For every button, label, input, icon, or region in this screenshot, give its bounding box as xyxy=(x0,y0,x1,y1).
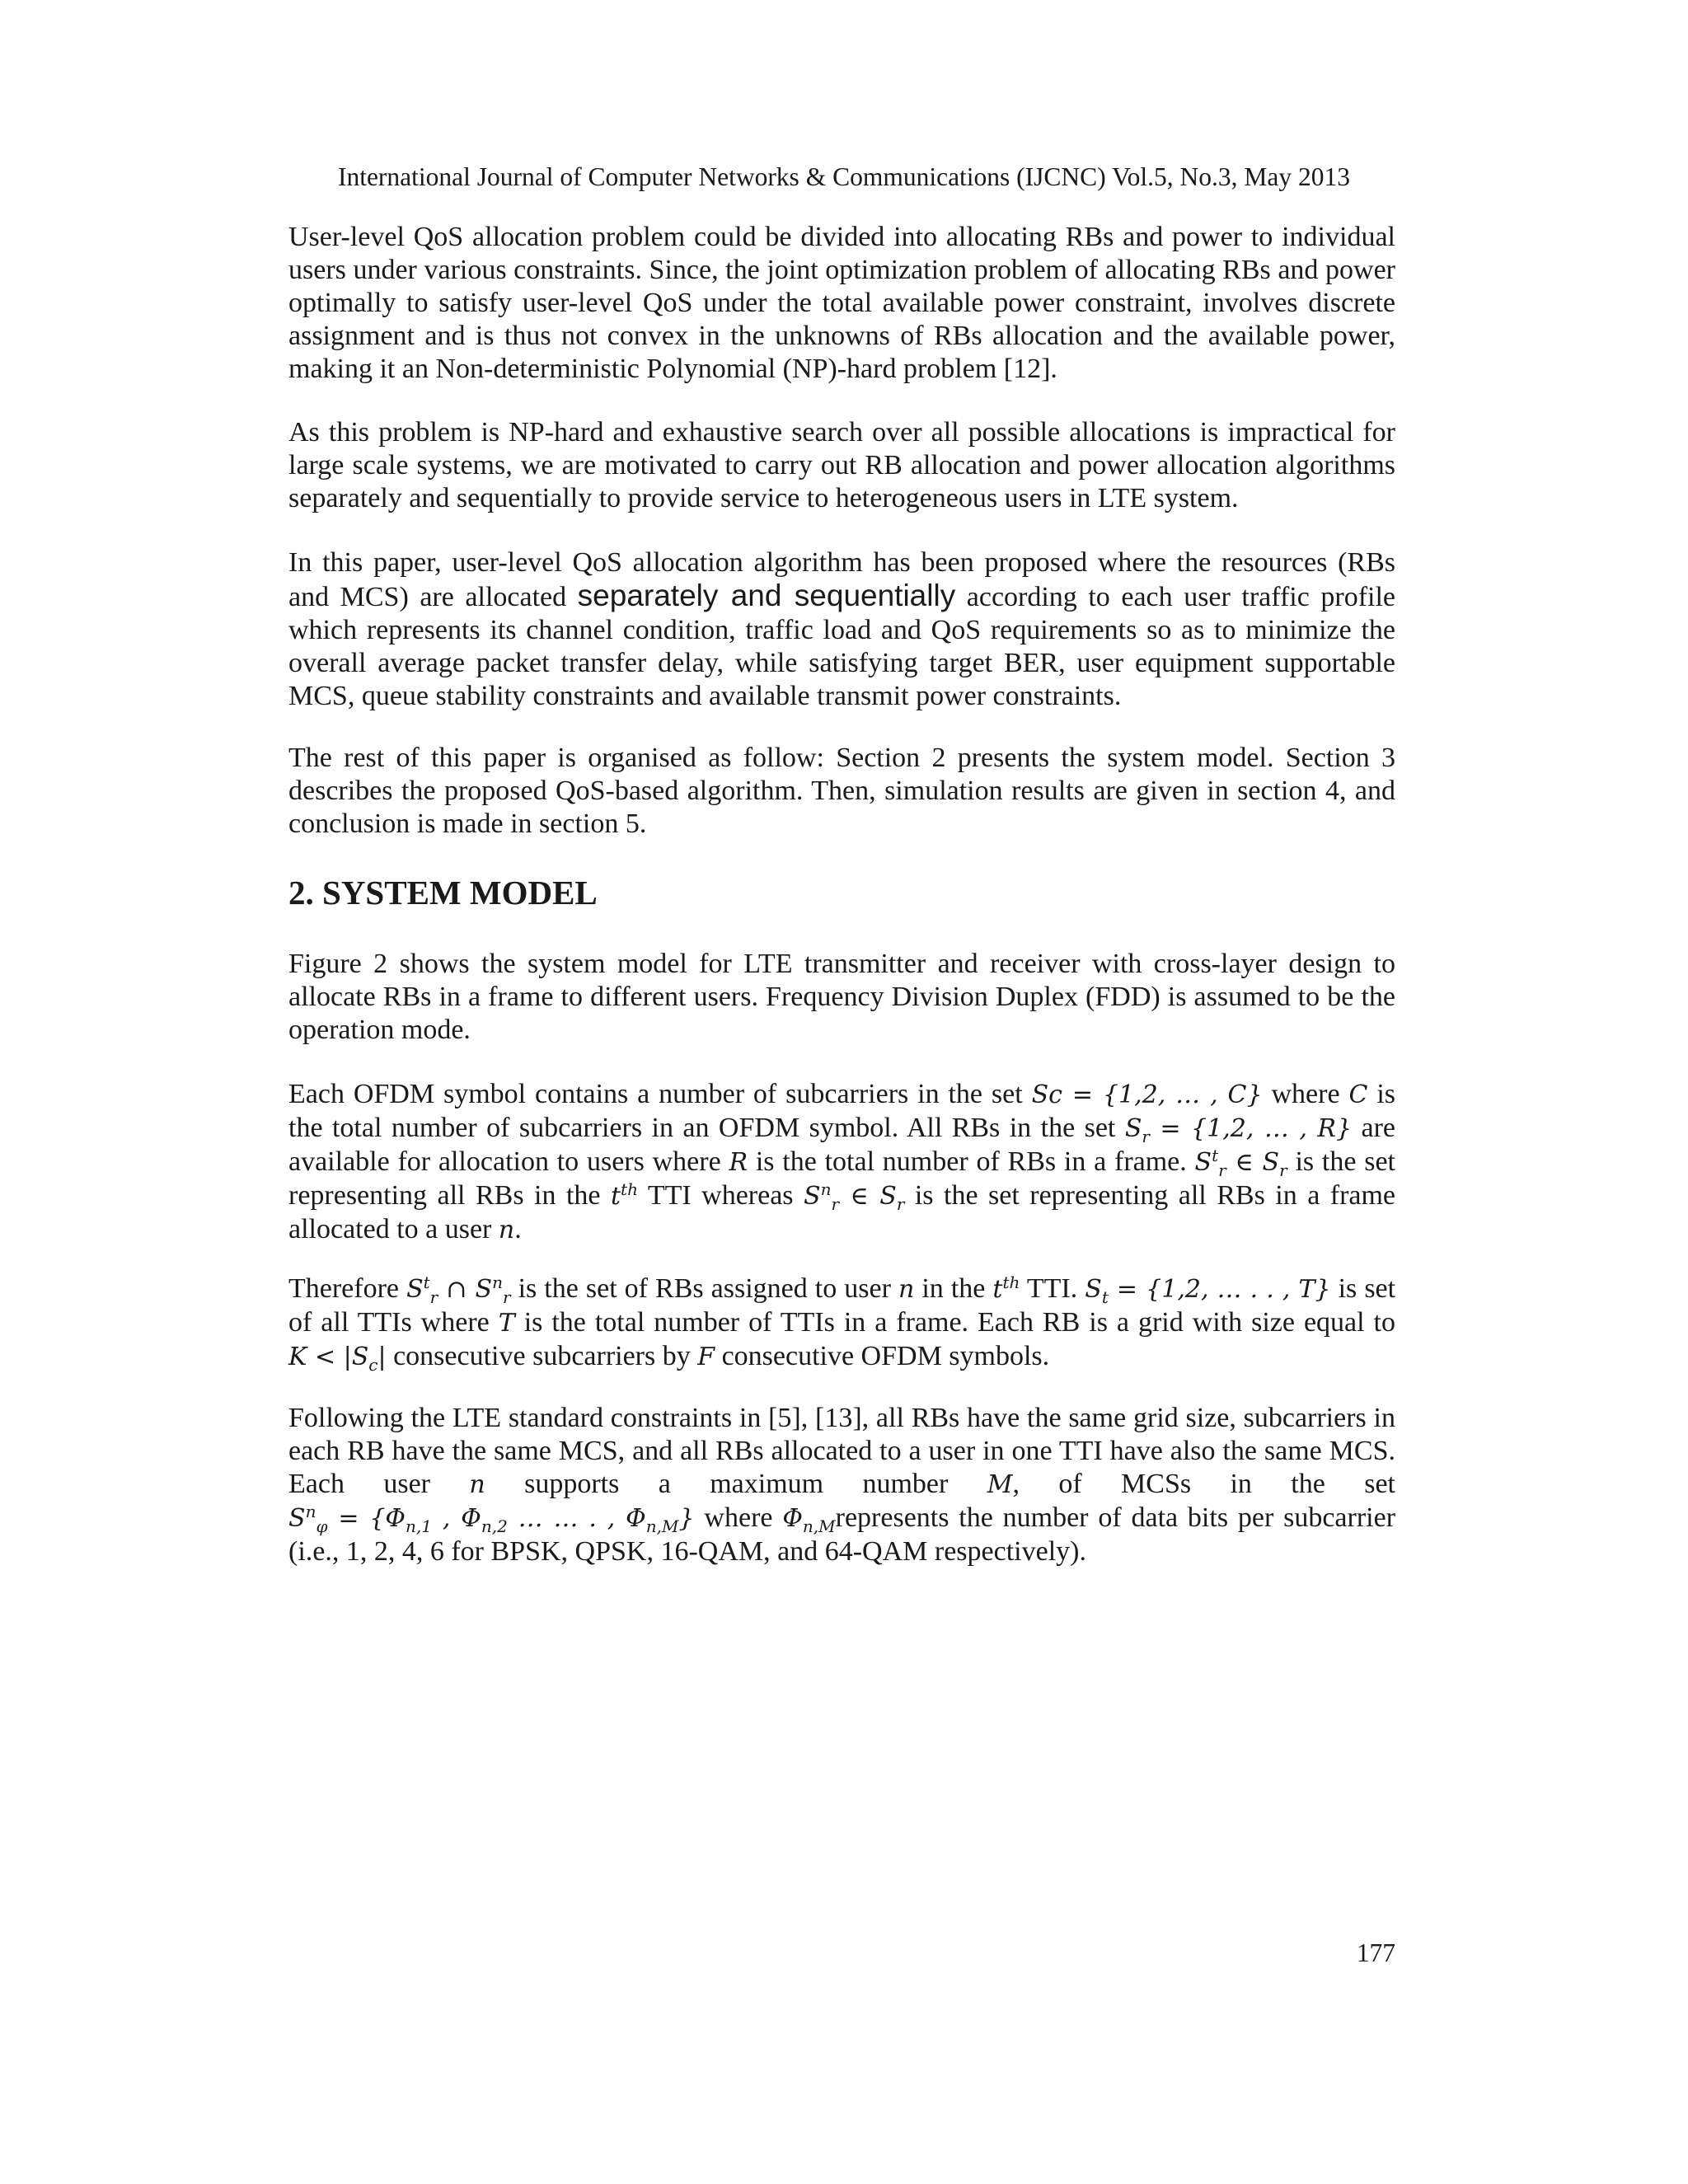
equation-tti-set: $S_t = \{1,2$, … . . , T} xyxy=(1085,1275,1331,1307)
paragraph-6: Each OFDM symbol contains a number of subcarriers in the set Sc = {1,2, … , C} where C is the total number of subcarriers in an OFDM symbol. All RBs in the set $S_r = \{1,2$, … , R} are available for allocation to users where R is the total number of RBs in a frame. $S^t_r$ ∈ $S_r$ is the set representing all RBs in the $t^{th}$ TTI whereas $S^n_r$ ∈ $S_r$ is the set representing all RBs in a frame allocated to a user n. xyxy=(288,1079,1396,1244)
paragraph-1-text: User-level QoS allocation problem could be divided into allocating RBs and power to individual users under various constraints. Since, the joint optimization problem of allocating RBs and power optimally to satisfy user-level QoS under the total available power constraint, involves discrete assignment and is thus not convex in the unknowns of RBs allocation and the available power, making it an Non-deterministic Polynomial (NP)-hard problem [12]. xyxy=(288,222,1395,384)
equation-mcs-set: $S^n_\varphi = \{\Phi_{n,1}$ , $\Phi_{n,2}$ … … . , $\Phi_{n,M}$} xyxy=(288,1502,695,1536)
equation-tti-rb-subset: $S^t_r$ ∈ $S_r$ xyxy=(1194,1146,1287,1180)
equation-user-rb-subset: $S^n_r$ ∈ $S_r$ xyxy=(804,1179,905,1214)
paragraph-1 xyxy=(288,221,1395,386)
paragraph-3-emphasis: separately and sequentially xyxy=(577,579,956,612)
paragraph-2-text: As this problem is NP-hard and exhaustive search over all possible allocations is impractical for large scale systems, we are motivated to carry out RB allocation and power allocation algorithms separately and sequentially to provide service to heterogeneous users in LTE system. xyxy=(288,417,1395,513)
paragraph-8: Following the LTE standard constraints in [5], [13], all RBs have the same grid size, subcarriers in each RB have the same MCS, and all RBs allocated to a user in one TTI have also the same MCS. Each user n supports a maximum number M, of MCSs in the set $S^n_\varphi = \{\Phi_{n,1}$ , $\Phi_{n,2}$ … … . , $\Phi_{n,M}$} where $\Phi_{n,M}represents$ the number of data bits per subcarrier (i.e., 1, 2, 4, 6 for BPSK, QPSK, 16-QAM, and 64-QAM respectively). xyxy=(288,1403,1396,1567)
section-heading: 2. SYSTEM MODEL xyxy=(288,874,598,912)
paragraph-3-part-c: according to each user traffic profile which represents its channel condition, traffic load and QoS requirements so as to minimize the overall average packet transfer delay, while satisfying target BER, user equipment supportable MCS, queue stability constraints and available transmit power constraints. xyxy=(288,582,1396,711)
section-number: 2. xyxy=(288,874,314,912)
page-number: 177 xyxy=(1356,1938,1395,1967)
paragraph-5 xyxy=(288,948,1395,1047)
paragraph-2 xyxy=(288,416,1395,515)
equation-grid-size: $K < |S_c|$ xyxy=(288,1343,387,1375)
equation-intersection: $S^t_r$ ∩ $S^n_r$ xyxy=(406,1272,511,1307)
running-header: International Journal of Computer Networks & Communications (IJCNC) Vol.5, No.3, May 2013 xyxy=(337,162,1351,191)
equation-rb-set: $S_r = \{1,2$, … , R} xyxy=(1124,1114,1353,1146)
paragraph-4 xyxy=(288,742,1395,841)
paragraph-7: Therefore $S^t_r$ ∩ $S^n_r$ is the set of RBs assigned to user n in the $t^{th}$ TTI. $S_t = \{1,2$, … . . , T} is set of all TTIs where T is the total number of TTIs in a frame. Each RB is a grid with size equal to $K < |S_c|$ consecutive subcarriers by F consecutive OFDM symbols. xyxy=(288,1272,1396,1375)
paragraph-3 xyxy=(288,546,1395,713)
paragraph-4-text: The rest of this paper is organised as follow: Section 2 presents the system model. Section 3 describes the proposed QoS-based algorithm. Then, simulation results are given in section 4, and conclusion is made in section 5. xyxy=(288,743,1395,839)
paragraph-3-part-a: In this paper, user-level QoS allocation algorithm has been proposed where the resources (RBs and MCS) are allocated xyxy=(288,547,1395,612)
paragraph-5-text: Figure 2 shows the system model for LTE transmitter and receiver with cross-layer design to allocate RBs in a frame to different users. Frequency Division Duplex (FDD) is assumed to be the operation mode. xyxy=(288,949,1395,1045)
equation-subcarrier-set: Sc = {1,2, … , C} xyxy=(1031,1080,1263,1109)
